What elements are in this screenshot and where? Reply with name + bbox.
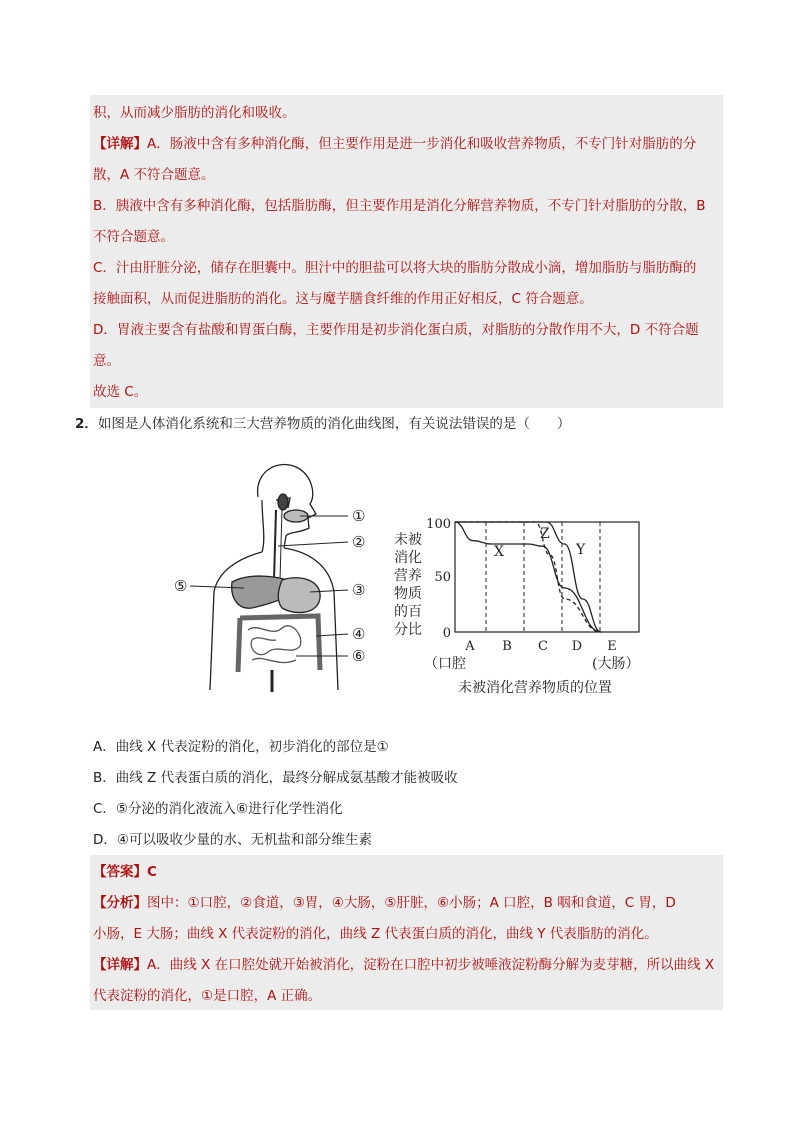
esophagus2 xyxy=(280,510,282,580)
answer-value: C xyxy=(147,864,157,880)
prev-analysis-line0: 积，从而减少脂肪的消化和吸收。 xyxy=(93,105,296,121)
chart xyxy=(394,517,639,696)
option-a: A．曲线 X 代表淀粉的消化，初步消化的部位是① xyxy=(93,739,389,755)
esophagus xyxy=(274,510,276,580)
prev-detail-c-line1: C．汁由肝脏分泌，储存在胆囊中。胆汁中的胆盐可以将大块的脂肪分散成小滴，增加脂肪与脂肪酶的 xyxy=(93,260,697,276)
small-intestine xyxy=(248,626,301,663)
analysis-text-1: 图中：①口腔，②食道，③胃，④大肠，⑤肝脏，⑥小肠；A 口腔，B 咽和食道，C 胃，D xyxy=(147,895,676,911)
question-text: 如图是人体消化系统和三大营养物质的消化曲线图，有关说法错误的是（ ） xyxy=(97,416,571,432)
ylabel-line-1: 未被 xyxy=(394,532,422,548)
prev-detail-b-line2: 不符合题意。 xyxy=(93,229,174,245)
detail-a-text: A．肠液中含有多种消化酶，但主要作用是进一步消化和吸收营养物质，不专门针对脂肪的分 xyxy=(147,136,697,152)
ytick-0: 0 xyxy=(442,626,451,641)
curve-x xyxy=(455,522,601,632)
ylabel-line-5: 的百 xyxy=(394,604,422,620)
x-ticks xyxy=(464,639,616,654)
ylabel-line-6: 分比 xyxy=(394,622,422,638)
x-axis-label: 未被消化营养物质的位置 xyxy=(458,680,612,696)
detail-line2: 代表淀粉的消化，①是口腔，A 正确。 xyxy=(93,988,322,1004)
label-1: ① xyxy=(352,507,366,525)
option-b: B．曲线 Z 代表蛋白质的消化，最终分解成氨基酸才能被吸收 xyxy=(93,770,458,786)
body-diagram xyxy=(190,465,348,692)
label-4: ④ xyxy=(352,625,366,643)
stomach xyxy=(278,578,320,613)
curve-z xyxy=(455,522,601,632)
label-2: ② xyxy=(352,533,366,551)
answer-detail-tag: 【详解】 xyxy=(93,957,147,973)
prev-detail-c-line2: 接触面积，从而促进脂肪的消化。这与魔芋膳食纤维的作用正好相反，C 符合题意。 xyxy=(93,291,593,307)
option-d: D．④可以吸收少量的水、无机盐和部分维生素 xyxy=(93,832,372,848)
y-axis-label xyxy=(394,531,422,638)
xtick-d: D xyxy=(571,639,583,654)
ylabel-line-4: 物质 xyxy=(394,586,422,602)
detail-line1 xyxy=(93,955,714,975)
ylabel-line-2: 消化 xyxy=(394,550,422,566)
label-3: ③ xyxy=(352,581,366,599)
prev-detail-a-line2: 散，A 不符合题意。 xyxy=(93,167,215,183)
label-5: ⑤ xyxy=(174,577,188,595)
analysis-line2: 小肠，E 大肠；曲线 X 代表淀粉的消化，曲线 Z 代表蛋白质的消化，曲线 Y 代表脂肪的消化。 xyxy=(93,926,658,942)
xtick-e: E xyxy=(607,639,617,654)
detail-text-1: A．曲线 X 在口腔处就开始被消化，淀粉在口腔中初步被唾液淀粉酶分解为麦芽糖，所以曲线 X xyxy=(147,957,715,973)
xtick-a: A xyxy=(465,639,475,654)
option-c: C．⑤分泌的消化液流入⑥进行化学性消化 xyxy=(93,801,343,817)
y-ticks xyxy=(426,517,451,641)
answer-tag: 【答案】 xyxy=(93,864,147,880)
label-6: ⑥ xyxy=(352,647,366,665)
curve-y xyxy=(455,522,601,632)
curves xyxy=(455,522,601,632)
prev-detail-b-line1: B．胰液中含有多种消化酶，包括脂肪酶，但主要作用是消化分解营养物质，不专门针对脂肪的分散，B xyxy=(93,198,706,214)
prev-detail-d-line2: 意。 xyxy=(93,353,120,369)
curve-label-y: Y xyxy=(576,542,586,558)
analysis-tag: 【分析】 xyxy=(93,895,147,911)
analysis-line1 xyxy=(93,893,676,913)
large-intestine xyxy=(238,616,320,672)
leader-2 xyxy=(278,542,348,546)
curve-labels xyxy=(494,526,586,560)
ytick-50: 50 xyxy=(434,570,451,585)
neck-outline xyxy=(262,500,264,552)
answer-line xyxy=(93,862,157,882)
detail-tag: 【详解】 xyxy=(93,136,147,152)
curve-label-z: Z xyxy=(540,526,550,542)
prev-detail-d-line1: D．胃液主要含有盐酸和胃蛋白酶，主要作用是初步消化蛋白质，对脂肪的分散作用不大，D 不符合题 xyxy=(93,322,699,338)
question-number: 2． xyxy=(75,416,98,432)
xtick-c: C xyxy=(538,639,548,654)
xsub-left: （口腔 xyxy=(424,656,466,672)
xsub-right: (大肠） xyxy=(592,656,640,672)
xtick-b: B xyxy=(502,639,512,654)
throat xyxy=(278,494,288,510)
ytick-100: 100 xyxy=(426,517,451,532)
prev-choose: 故选 C。 xyxy=(93,384,148,400)
curve-label-x: X xyxy=(494,544,504,560)
ylabel-line-3: 营养 xyxy=(394,568,422,584)
